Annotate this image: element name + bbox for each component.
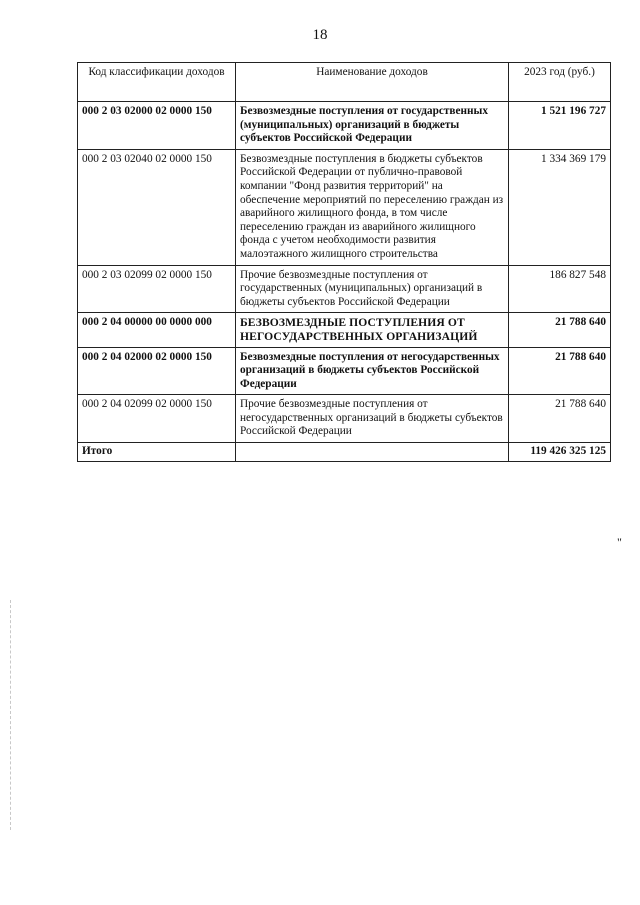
total-name [236,443,509,462]
row-code: 000 2 04 00000 00 0000 000 [78,313,236,347]
table-header [78,63,611,102]
row-name: Безвозмездные поступления от государственных (муниципальных) организаций в бюджеты субъектов Российской Федерации [236,102,509,150]
row-code: 000 2 04 02099 02 0000 150 [78,395,236,443]
row-amount: 21 788 640 [509,313,611,347]
margin-scan-line [10,600,11,830]
table-row [78,347,611,395]
row-amount: 1 334 369 179 [509,149,611,265]
row-name: Прочие безвозмездные поступления от государственных (муниципальных) организаций в бюджеты субъектов Российской Федерации [236,265,509,313]
row-code: 000 2 03 02040 02 0000 150 [78,149,236,265]
header-code: Код классификации доходов [78,63,236,102]
table-row [78,149,611,265]
revenue-table [77,62,611,462]
total-amount: 119 426 325 125 [509,443,611,462]
row-name: Безвозмездные поступления от негосударственных организаций в бюджеты субъектов Российской Федерации [236,347,509,395]
total-row [78,443,611,462]
table-row [78,265,611,313]
total-label: Итого [78,443,236,462]
row-name: Прочие безвозмездные поступления от негосударственных организаций в бюджеты субъектов Российской Федерации [236,395,509,443]
row-amount: 186 827 548 [509,265,611,313]
row-amount: 1 521 196 727 [509,102,611,150]
table-row [78,313,611,347]
header-amount: 2023 год (руб.) [509,63,611,102]
row-name: БЕЗВОЗМЕЗДНЫЕ ПОСТУПЛЕНИЯ ОТ НЕГОСУДАРСТВЕННЫХ ОРГАНИЗАЦИЙ [236,313,509,347]
header-name: Наименование доходов [236,63,509,102]
row-amount: 21 788 640 [509,395,611,443]
row-code: 000 2 03 02000 02 0000 150 [78,102,236,150]
table-row [78,395,611,443]
row-name: Безвозмездные поступления в бюджеты субъектов Российской Федерации от публично-правовой компании "Фонд развития территорий" на обеспечение мероприятий по переселению граждан из аварийного жилищного фонда, в том числе переселению граждан из аварийного жилищного фонда с учетом необходимости развития малоэтажного жилищного строительства [236,149,509,265]
closing-quote: " [617,535,622,549]
row-code: 000 2 04 02000 02 0000 150 [78,347,236,395]
table-row [78,102,611,150]
row-code: 000 2 03 02099 02 0000 150 [78,265,236,313]
row-amount: 21 788 640 [509,347,611,395]
page-number: 18 [312,27,328,43]
